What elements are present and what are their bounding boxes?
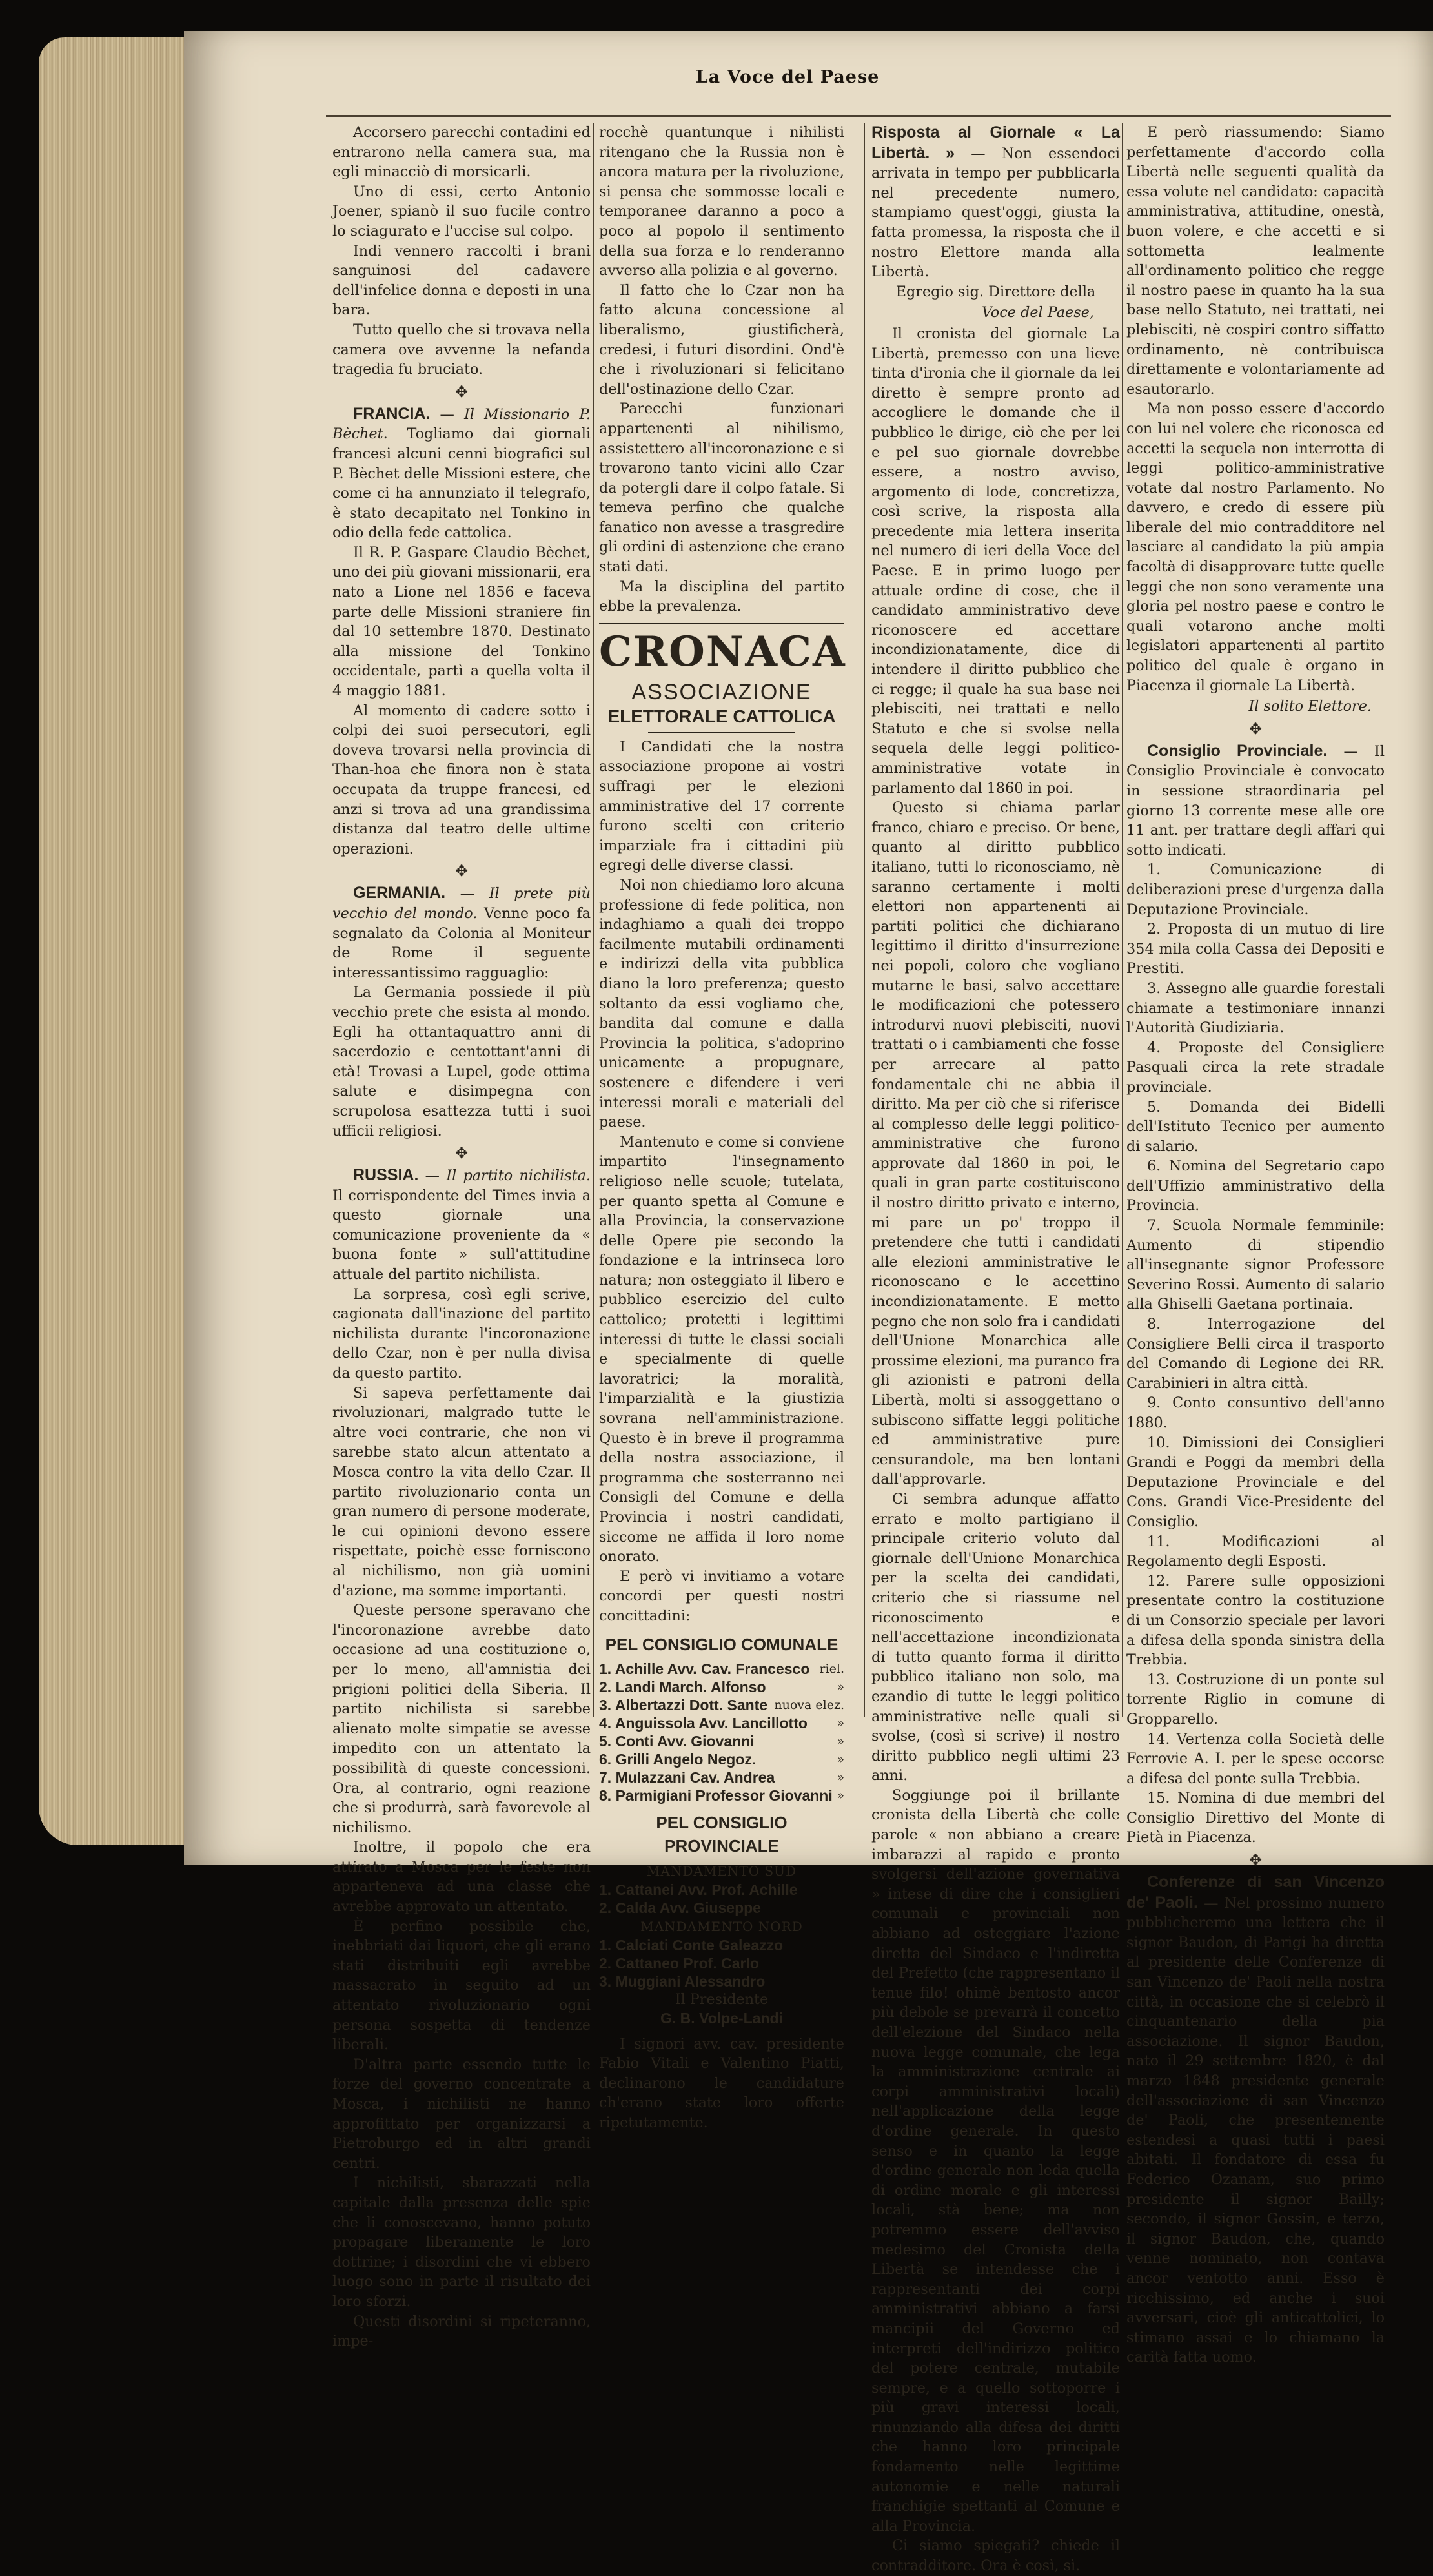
agenda-item: 9. Conto consuntivo dell'anno 1880. — [1126, 1395, 1385, 1431]
agenda-item: 5. Domanda dei Bidelli dell'Istituto Tecnico per aumento di salario. — [1126, 1098, 1385, 1155]
candidate-row — [599, 1714, 844, 1732]
paragraph: Questo si chiama parlar franco, chiaro e preciso. Or bene, quanto al diritto pubblico italiano, tutti lo riconosciamo, nè saranno certamente i molti elettori non appartenenti ai partiti politici che dichiarano legittimo il diritto d'insurrezione nei popoli, coloro che vogliano mutarne le basi, salvo accettare le modificazioni che potessero introdurvi nuovi plebisciti, nuovi trattati o i cambiamenti che fosse per arrecare al patto fondamentale chi ne abbia il diritto. Ma per ciò che si riferisce al complesso delle leggi politico-amministrative che furono approvate dal 1860 in poi, le quali in gran parte costituiscono il nostro diritto privato e interno, mi pare un po' troppo il pretendere che tutti i candidati alle elezioni amministrative le riconoscano e le accettino incondizionatamente. E metto pegno che non solo fra i candidati dell'Unione Monarchica alle prossime elezioni, ma puranco fra gli azionisti e patroni della Libertà, molti si assoggettano o subiscono siffatte leggi politiche ed amministrative pure censurandole, ma ben lontani dall'approvarle. — [871, 799, 1120, 1488]
paragraph: Tutto quello che si trovava nella camera ove avvenne la nefanda tragedia fu bruciato. — [332, 321, 591, 378]
article-subtitle: Il Missionario P. Bèchet. — [332, 405, 591, 443]
paragraph: Si sapeva perfettamente dai rivoluzionari, malgrado tutte le altre voci contrarie, che non vi sarebbe stato alcun attentato a Mosca contro la vita dello Czar. Il partito rivoluzionario conta un gran numero di persone moderate, le cui opinioni devono essere rispettate, poichè esse forniscono al nichilismo, non già uomini d'azione, ma somme importanti. — [332, 1384, 591, 1599]
column-rule — [593, 123, 594, 1717]
candidate-name: 3. Albertazzi Dott. Sante — [599, 1696, 768, 1713]
paragraph: E però vi invitiamo a votare concordi per questi nostri concittadini: — [599, 1568, 844, 1624]
candidate-row — [599, 1750, 844, 1768]
candidate-note: riel. — [819, 1661, 844, 1676]
section-head: GERMANIA. — [353, 884, 446, 903]
paragraph: Il Consiglio Provinciale è convocato in sessione straordinaria pel giorno 13 corrente mese alle ore 11 ant. per trattare degli affari qui sotto indicati. — [1126, 742, 1385, 859]
ornament-icon: ✥ — [454, 862, 469, 881]
article-subtitle: Il partito nichilista. — [446, 1167, 591, 1185]
article-germania: GERMANIA. — Il prete più vecchio del mondo. Venne poco fa segnalato da Colonia al Moniteur de Rome il seguente interessantissimo ragguaglio: — [332, 884, 591, 981]
ornament-icon: ✥ — [454, 382, 469, 401]
candidate-row: 2. Cattaneo Prof. Carlo — [599, 1954, 759, 1972]
salutation-2: Voce del Paese, — [981, 304, 1094, 322]
paragraph: Il cronista del giornale La Libertà, premesso con una lieve tinta d'ironia che il giornale da lei diretto è sempre pronto ad accogliere le domande che il pubblico le dirige, ciò che per lei e pel suo giornale dovrebbe essere, a nostro avviso, argomento di lode, concretizza, così scrive, la risposta alla precedente mia lettera inserita nel numero di ieri della Voce del Paese. E in primo luogo per attuale ordine di cose, che il candidato amministrativo deve riconoscere ed accettare incondizionatamente, dice di intendere il diritto pubblico che ci regge; il quale ha sua base nei plebisciti, nei trattati e nello Statuto e che si svolse nella sequela delle leggi politico-amministrative votate in parlamento dal 1860 in poi. — [871, 325, 1120, 797]
article-conferenze: Conferenze di san Vincenzo de' Paoli. — Nel prossimo numero pubblicheremo una lettera che il signor Baudon, di Parigi ha diretta al presidente delle Conferenze di san Vincenzo de' Paoli nella nostra città, in occasione che si celebrò il cinquantenario della pia associazione. Il signor Baudon, nato il 29 settembre 1820, è dal marzo 1848 presidente generale dell'associazione di san Vincenzo de' Paoli, che presentemente estendesi a quasi tutti i paesi abitati. Il fondatore di essa fu Federico Ozanam, suo primo presidente il signor Bailly; secondo, il signor Gossin, e terzo, il signor Baudon, che, quando venne nominato, non contava ancor ventotto anni. Esso è ricchissimo, ed anche i suoi avversari, cioè gli anticattolici, lo stimano assai e lo chiamano la carità fatta uomo. — [1126, 1873, 1385, 2366]
paragraph: Accorsero parecchi contadini ed entrarono nella camera sua, ma egli minacciò di morsicarli. — [332, 124, 591, 181]
mandamento-sud: MANDAMENTO SUD — [646, 1863, 797, 1879]
running-head: La Voce del Paese — [695, 67, 880, 87]
agenda-item: 6. Nomina del Segretario capo dell'Uffizio amministrativo della Provincia. — [1126, 1158, 1385, 1214]
paragraph: Inoltre, il popolo che era attirato a Mosca per le feste non apparteneva ad una classe che avrebbe approvato un attentato. — [332, 1839, 591, 1916]
ornament-icon: ✥ — [1248, 719, 1263, 738]
paragraph: Venne poco fa segnalato da Colonia al Moniteur de Rome il seguente interessantissimo ragguaglio: — [332, 905, 591, 981]
candidate-note: » — [837, 1679, 844, 1694]
candidate-name: 7. Mulazzani Cav. Andrea — [599, 1768, 775, 1786]
cronaca-heading: CRONACA — [599, 627, 846, 676]
agenda-item: 15. Nomina di due membri del Consiglio Direttivo del Monte di Pietà in Piacenza. — [1126, 1790, 1385, 1846]
association-subheading: ELETTORALE CATTOLICA — [607, 706, 836, 726]
agenda-item: 3. Assegno alle guardie forestali chiamate a testimoniare innanzi l'Autorità Giudiziaria. — [1126, 979, 1385, 1037]
paragraph: Indi vennero raccolti i brani sanguinosi del cadavere dell'infelice donna e deposti in una bara. — [332, 242, 591, 319]
candidate-name: 6. Grilli Angelo Negoz. — [599, 1750, 757, 1768]
candidate-name: 5. Conti Avv. Giovanni — [599, 1732, 755, 1750]
section-head: FRANCIA. — [353, 404, 431, 423]
paragraph: D'altra parte essendo tutte le forze del governo concentrate a Mosca, i nichilisti ne hanno approfittato per organizzarsi a Pietroburgo ed in altri grandi centri. — [332, 2056, 591, 2172]
candidate-name: 1. Achille Avv. Cav. Francesco — [599, 1660, 810, 1677]
article-heading: Consiglio Provinciale. — [1147, 741, 1328, 760]
article-francia: FRANCIA. — Il Missionario P. Bèchet. Togliamo dai giornali francesi alcuni cenni biografici sul P. Bèchet delle Missioni estere, che come ci ha annunziato il telegrafo, è stato decapitato nel Tonkino in odio della fede cattolica. — [332, 404, 591, 542]
divider — [648, 732, 795, 733]
candidate-row — [599, 1732, 844, 1750]
paragraph: Ci siamo spiegati? chiede il contradditore. Ora è così, sì. — [871, 2537, 1120, 2575]
article-risposta: Risposta al Giornale « La Libertà. » — Non essendoci arrivata in tempo per pubblicarla nel precedente numero, stampiamo quest'oggi, giusta la fatta promessa, la risposta che il nostro Elettore manda alla Libertà. — [871, 123, 1120, 281]
candidate-row: 1. Calciati Conte Galeazzo — [599, 1936, 784, 1954]
agenda-item: 11. Modificazioni al Regolamento degli Esposti. — [1126, 1533, 1385, 1570]
paragraph: Il corrispondente del Times invia a questo giornale una comunicazione proveniente da « buona fonte » sull'attitudine attuale del partito nichilista. — [332, 1187, 591, 1283]
president-name: G. B. Volpe-Landi — [660, 2009, 783, 2027]
agenda-item: 13. Costruzione di un ponte sul torrente Riglio in comune di Gropparello. — [1126, 1671, 1385, 1728]
agenda-item: 10. Dimissioni dei Consiglieri Grandi e Poggi da membri della Deputazione Provinciale e del Cons. Grandi Vice-Presidente del Consiglio. — [1126, 1434, 1385, 1530]
paragraph: Soggiunge poi il brillante cronista della Libertà che colle parole « non abbiano a creare imbarazzi al rapido e pronto svolgersi dell'azione governativa » intese di dire che i consiglieri comunali e provinciali non abbiano ad osteggiare l'azione diretta del Sindaco e l'indiretta del Prefetto (che rappresentano il tenue filo! ohimè bentosto ancor più debole se prevarrà il concetto dell'elezione del Sindaco nella nuova legge comunale, che lega la amministrazione centrale ai corpi amministrativi locali) nell'applicazione della legge d'ordine generale. In questo senso e in quanto la legge d'ordine generale non leda quella di ordine morale e gli interessi locali, stà bene; ma non potremmo essere dell'avviso medesimo del Cronista della Libertà se intendesse che i rappresentanti dei corpi amministrativi abbiano a farsi mancipii del Governo ed interpreti dell'indirizzo politico del potere centrale, mutabile sempre, e a quello sottoporre i più gravi interessi locali, rinunziando alla difesa dei diritti che hanno loro principale fondamento nelle legittime autonomie e nelle naturali franchigie spettanti al Comune e alla Provincia. — [871, 1786, 1120, 2535]
paragraph: Queste persone speravano che l'incoronazione avrebbe dato occasione ad una costituzione o, per lo meno, all'amnistia dei prigioni politici della Siberia. Il partito nichilista si sarebbe alienato molte simpatie se avesse impedito con un attentato la possibilità di queste concessioni. Ora, al contrario, ogni reazione che si produrrà, sarà favorevole al nichilismo. — [332, 1602, 591, 1836]
candidate-note: » — [837, 1788, 844, 1803]
provinciale-heading: PEL CONSIGLIO PROVINCIALE — [656, 1812, 788, 1855]
column-rule — [864, 123, 865, 1717]
candidate-list-nord — [599, 1936, 844, 1990]
candidate-row: 2. Calda Avv. Giuseppe — [599, 1899, 761, 1916]
article-subtitle: Il prete più vecchio del mondo. — [332, 885, 591, 922]
book-page-edges — [39, 37, 194, 1845]
paragraph: La sorpresa, così egli scrive, cagionata dall'inazione del partito nichilista durante l'incoronazione dello Czar, non è per nulla divisa da questo partito. — [332, 1285, 591, 1382]
candidate-note: » — [837, 1715, 844, 1730]
paragraph: La Germania possiede il più vecchio prete che esista al mondo. Egli ha ottantaquattro anni di sacerdozio e centottant'anni di età! Trovasi a Lupel, gode ottima salute e disimpegna con scrupolosa esattezza tutti i suoi ufficii religiosi. — [332, 984, 591, 1140]
candidate-row: 1. Cattanei Avv. Prof. Achille — [599, 1881, 798, 1898]
agenda-item: 1. Comunicazione di deliberazioni prese d'urgenza dalla Deputazione Provinciale. — [1126, 861, 1385, 918]
column-rule — [1122, 123, 1123, 1717]
paragraph: Questi disordini si ripeteranno, impe- — [332, 2313, 591, 2350]
article-heading: Conferenze di san Vincenzo de' Paoli. — [1126, 1873, 1385, 1912]
paragraph: Il fatto che lo Czar non ha fatto alcuna concessione al liberalismo, giustificherà, credesi, i futuri disordini. Ond'è che i rivoluzionari si felicitano dell'ostinazione dello Czar. — [599, 281, 844, 398]
candidate-note: » — [837, 1770, 844, 1784]
paragraph: Non essendoci arrivata in tempo per pubblicarla nel precedente numero, stampiamo quest'oggi, giusta la fatta promessa, la risposta che il nostro Elettore manda alla Libertà. — [871, 145, 1120, 281]
column-2 — [599, 123, 846, 2131]
article-russia: RUSSIA. — Il partito nichilista. Il corrispondente del Times invia a questo giornale una comunicazione proveniente da « buona fonte » sull'attitudine attuale del partito nichilista. — [332, 1166, 591, 1283]
candidate-row — [599, 1786, 844, 1804]
salutation-1: Egregio sig. Direttore della — [895, 283, 1096, 300]
president-label: Il Presidente — [675, 1990, 769, 2008]
paragraph: Ci sembra adunque affatto errato e molto partigiano il principale criterio voluto dal giornale dell'Unione Monarchica per la scelta dei candidati, criterio che si riassume nel riconoscimento e nell'accettazione incondizionata di tutto quanto forma il diritto pubblico italiano non solo, ma ezandio di tutte le leggi politico amministrative nelle quali si svolse, (così si scrive) il nostro diritto pubblico negli ultimi 23 anni. — [871, 1490, 1120, 1784]
paragraph: Noi non chiediamo loro alcuna professione di fede politica, non indaghiamo a quali dei troppo facilmente mutabili ordinamenti e indirizzi della vita pubblica diano la loro preferenza; questo soltanto da essi vogliamo che, bandita dal comune e dalla Provincia la politica, s'adoprino unicamente a propugnare, sostenere e difendere i veri interessi morali e materiali del paese. — [599, 877, 844, 1131]
agenda-list — [1126, 860, 1385, 1848]
section-divider — [599, 622, 844, 624]
candidate-note: nuova elez. — [774, 1697, 844, 1712]
paragraph: I nichilisti, sbarazzati nella capitale dalla presenza delle spie che li conoscevano, hanno potuto propagare liberamente le loro dottrine; i disordini che vi ebbero luogo sono in parte il risultato dei loro sforzi. — [332, 2174, 591, 2310]
paragraph: Il R. P. Gaspare Claudio Bèchet, uno dei più giovani missionarii, era nato a Lione nel 1856 e faceva parte delle Missioni straniere fin dal 10 settembre 1870. Destinato alla missione del Tonkino occidentale, partì a quella volta il 4 maggio 1881. — [332, 544, 591, 700]
ornament-icon: ✥ — [1248, 1851, 1263, 1870]
mandamento-nord: MANDAMENTO NORD — [640, 1918, 803, 1934]
article-heading: Risposta al Giornale « La Libertà. » — [871, 123, 1120, 162]
candidate-name: 8. Parmigiani Professor Giovanni — [599, 1786, 833, 1804]
candidate-row — [599, 1678, 844, 1696]
agenda-item: 7. Scuola Normale femminile: Aumento di stipendio all'insegnante signor Professore Severino Rossi. Aumento di salario alla Ghiselli Gaetana portinaia. — [1126, 1217, 1385, 1313]
candidate-row — [599, 1768, 844, 1786]
agenda-item: 2. Proposta di un mutuo di lire 354 mila colla Cassa dei Depositi e Prestiti. — [1126, 921, 1385, 977]
ornament-icon: ✥ — [454, 1144, 469, 1163]
paragraph: I Candidati che la nostra associazione propone ai vostri suffragi per le elezioni amministrative del 17 corrente furono scelti con criterio imparziale fra i cittadini più egregi delle diverse classi. — [599, 738, 844, 874]
signature: Il solito Elettore. — [1248, 698, 1372, 715]
paragraph: È perfino possibile che, inebbriati dai liquori, che gli erano stati distribuiti egli avrebbe massacrato in seguito ad un attentato rivoluzionario ogni persona sospetta di tendenze liberali. — [332, 1917, 591, 2054]
association-heading: ASSOCIAZIONE — [631, 679, 812, 704]
candidate-name: 2. Landi March. Alfonso — [599, 1678, 766, 1695]
paragraph: I signori avv. cav. presidente Fabio Vitali e Valentino Piatti, declinarono le candidature ch'erano state loro offerte ripetutamente. — [599, 2035, 844, 2131]
column-4 — [1126, 123, 1385, 2366]
paragraph: Togliamo dai giornali francesi alcuni cenni biografici sul P. Bèchet delle Missioni estere, che come ci ha annunziato il telegrafo, è stato decapitato nel Tonkino in odio della fede cattolica. — [332, 425, 591, 542]
paragraph: rocchè quantunque i nihilisti ritengano che la Russia non è ancora matura per la rivoluzione, si pensa che sommosse locali e temporanee daranno a poco a poco al popolo il sentimento della sua forza e lo renderanno avverso alla polizia e al governo. — [599, 124, 844, 280]
agenda-item: 4. Proposte del Consigliere Pasquali circa la rete stradale provinciale. — [1126, 1039, 1385, 1096]
paragraph: Parecchi funzionari appartenenti al nihilismo, assistettero all'incoronazione e si trovarono tanto vicini allo Czar da potergli dare il colpo fatale. Si temeva perfino che qualche fanatico non avesse a trasgredire gli ordini di astenzione che erano stati dati. — [599, 400, 844, 576]
agenda-item: 14. Vertenza colla Società delle Ferrovie A. I. per le spese occorse a difesa del ponte sulla Trebbia. — [1126, 1730, 1385, 1787]
header-rule — [326, 115, 1391, 117]
comunale-heading: PEL CONSIGLIO COMUNALE — [605, 1634, 838, 1654]
section-head: RUSSIA. — [353, 1166, 419, 1185]
candidate-row: 3. Muggiani Alessandro — [599, 1972, 766, 1990]
agenda-item: 12. Parere sulle opposizioni presentate contro la costituzione di un Consorzio speciale per lavori a difesa della sponda sinistra della Trebbia. — [1126, 1572, 1385, 1669]
paragraph: Uno di essi, certo Antonio Joener, spianò il suo fucile contro lo sciagurato e l'uccise sul colpo. — [332, 183, 591, 240]
paragraph: Ma la disciplina del partito ebbe la prevalenza. — [599, 578, 844, 615]
column-3 — [871, 123, 1120, 2575]
article-consiglio: Consiglio Provinciale. — Il Consiglio Provinciale è convocato in sessione straordinaria pel giorno 13 corrente mese alle ore 11 ant. per trattare degli affari qui sotto indicati. — [1126, 741, 1385, 859]
candidate-list-comunale — [599, 1660, 844, 1804]
candidate-note: » — [837, 1733, 844, 1748]
paragraph: Nel prossimo numero pubblicheremo una lettera che il signor Baudon, di Parigi ha diretta al presidente delle Conferenze di san Vincenzo de' Paoli nella nostra città, in occasione che si celebrò il cinquantenario della pia associazione. Il signor Baudon, nato il 29 settembre 1820, è dal marzo 1848 presidente generale dell'associazione di san Vincenzo de' Paoli, che presentemente estendesi a quasi tutti i paesi abitati. Il fondatore di essa fu Federico Ozanam, suo primo presidente il signor Bailly; secondo, il signor Gossin, e terzo, il signor Baudon, che, quando venne nominato, non contava ancor ventotto anni. Esso è ricchissimo, ed anche i suoi avversari, cioè gli anticattolici, lo stimano assai e lo chiamano la carità fatta uomo. — [1126, 1894, 1385, 2366]
column-1 — [332, 123, 591, 2350]
candidate-row — [599, 1696, 844, 1714]
paragraph: E però riassumendo: Siamo perfettamente d'accordo colla Libertà nelle seguenti qualità da essa volute nel candidato: capacità amministrativa, attitudine, onestà, buon volere, e che accetti e si sottometta lealmente all'ordinamento politico che regge il nostro paese in quanto ha la sua base nello Statuto, nei trattati, nei plebisciti, nè cospiri contro siffatto ordinamento, nè contribuisca direttamente e volontariamente ad esautorarlo. — [1126, 124, 1385, 398]
candidate-name: 4. Anguissola Avv. Lancillotto — [599, 1714, 808, 1732]
agenda-item: 8. Interrogazione del Consigliere Belli circa il trasporto del Comando di Legione dei RR. Carabinieri in altra città. — [1126, 1316, 1385, 1392]
candidate-note: » — [837, 1752, 844, 1766]
paragraph: Al momento di cadere sotto i colpi dei suoi persecutori, egli doveva trovarsi nella provincia di Than-hoa che finora non è stata occupata da truppe francesi, ed anzi si trova ad una grandissima distanza dal teatro delle ultime operazioni. — [332, 702, 591, 857]
paragraph: Ma non posso essere d'accordo con lui nel volere che riconosca ed accetti la sequela non interrotta di leggi politico-amministrative votate dal nostro Parlamento. No davvero, e credo di essere più liberale del mio contradditore nel lasciare al candidato la più ampia facoltà di disapprovare tutte quelle leggi che non sono veramente una gloria pel nostro paese e contro le quali votarono anche molti legislatori appartenenti al partito politico del quale è organo in Piacenza il giornale La Libertà. — [1126, 400, 1385, 694]
candidate-row — [599, 1660, 844, 1678]
paragraph: Mantenuto e come si conviene impartito l'insegnamento religioso nelle scuole; tutelata, per quanto spetta al Comune e alla Provincia, la conservazione delle Opere pie secondo la fondazione e la intrinseca loro natura; non osteggiato il libero e pubblico esercizio del culto cattolico; protetti i legittimi interessi di tutte le classi sociali e specialmente di quelle lavoratrici; la moralità, l'imparzialità e la giustizia sovrana nell'amministrazione. Questo è in breve il programma della nostra associazione, il programma che sosterranno nei Consigli del Comune e della Provincia i nostri candidati, siccome ne affida il loro nome onorato. — [599, 1133, 844, 1566]
candidate-list-sud — [599, 1881, 844, 1917]
